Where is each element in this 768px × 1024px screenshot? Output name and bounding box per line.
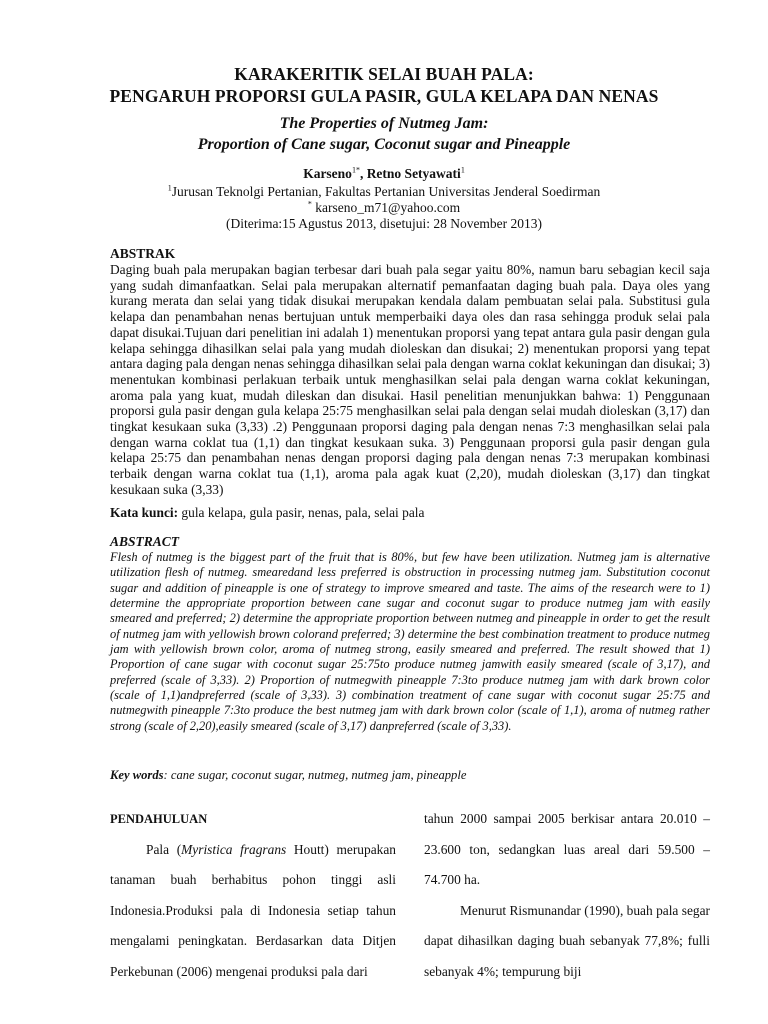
authors: [60, 166, 708, 182]
kata-kunci: [110, 505, 710, 521]
author-1-marker: 1*: [351, 165, 360, 175]
left-column: [110, 804, 396, 988]
intro-p3-text: Menurut Rismunandar (1990), buah pala segar dapat dihasilkan daging buah sebanyak 77,8%; fulli sebanyak 4%; tempurung biji: [424, 902, 710, 979]
abstrak-body: Daging buah pala merupakan bagian terbesar dari buah pala segar yaitu 80%, namun baru sebagian kecil saja yang sudah dimanfaatkan. Selai pala merupakan alternatif pemanfaatan daging buah pala. Daya oles yang kurang merata dan selai yang tidak disukai merupakan kendala dalam pembuatan selai pala. Substitusi gula kelapa dan penambahan nenas bertujuan untuk memperbaiki daya oles dan rasa sehingga produk selai pala dapat disukai.Tujuan dari penelitian ini adalah 1) menentukan proporsi yang tepat antara gula pasir dengan gula kelapa sehingga dihasilkan selai pala yang mudah dioleskan dan disukai; 2) menentukan proporsi yang tepat antara daging pala dengan nenas sehingga dihasilkan selai pala dengan warna coklat kekuningan dan disukai; 3) menentukan kombinasi perlakuan terbaik untuk menghasilkan selai pala dengan warna coklat kekuningan, aroma pala yang kuat, mudah dileskan dan disukai. Hasil penelitian menunjukkan bahwa: 1) Penggunaan proporsi gula pasir dengan gula kelapa 25:75 menghasilkan selai pala dengan selai mudah dioleskan (3,17) dan tingkat kesukaan suka (3,33) .2) Penggunaan proporsi daging pala dengan nenas 7:3 menghasilkan selai pala dengan warna coklat tua (1,1) dan tingkat kesukaan suka. 3) Penggunaan proporsi gula pasir dengan gula kelapa 25:75 dan penambahan nenas dengan proporsi daging pala dengan nenas 7:3 merupakan kombinasi terbaik dengan warna coklat tua (1,1), aroma pala agak kuat (2,20), mudah dioleskan (3,17) dan tingkat kesukaan suka (3,33): [110, 262, 710, 497]
affiliation: [60, 184, 708, 200]
abstrak-heading: ABSTRAK: [110, 246, 176, 261]
abstract-body: Flesh of nutmeg is the biggest part of the fruit that is 80%, but few have been utilization. Nutmeg jam is alternative utilization flesh of nutmeg. smearedand less preferred is obstruction in processing nutmeg jam. Substitution coconut sugar and addition of pineapple is one of strategy to improve smeared and taste. The aims of the research were to 1) determine the appropriate proportion between cane sugar and coconut sugar to produce nutmeg jam with easily smeared and preferred; 2) determine the appropriate proportion between nutmeg and pineapple in order to get the result of nutmeg jam with yellowish brown colorand preferred; 3) determine the best combination treatment to produce nutmeg jam with yellowish brown color, aroma of nutmeg strong, easily smeared and preferred. The result showed that 1) Proportion of cane sugar with coconut sugar 25:75to produce nutmeg jamwith easily smeared (scale of 3,17), and preferred (scale of 3,33). 2) Proportion of nutmegwith pineapple 7:3to produce nutmeg jam with dark brown color (scale of 1,1)andpreferred (scale of 3,33). 3) combination treatment of cane sugar with coconut sugar 25:75 and nutmegwith pineapple 7:3to produce the best nutmeg jam with dark brown color (scale of 1,1), aroma of nutmeg rather strong (scale of 2,20),easily smeared (scale of 3,17) danpreferred (scale of 3,33).: [110, 550, 710, 733]
corresponding-email: [60, 200, 708, 216]
author-1-name: Karseno: [303, 166, 352, 181]
key-words-text: : cane sugar, coconut sugar, nutmeg, nutmeg jam, pineapple: [163, 768, 467, 782]
email-marker: *: [307, 199, 312, 209]
title-id-line-2: PENGARUH PROPORSI GULA PASIR, GULA KELAPA DAN NENAS: [109, 86, 659, 106]
title-en-line-2: Proportion of Cane sugar, Coconut sugar and Pineapple: [197, 136, 571, 153]
title-en-line-1: The Properties of Nutmeg Jam:: [279, 115, 489, 132]
intro-p1-start: Pala (: [146, 841, 182, 857]
email-text: karseno_m71@yahoo.com: [311, 200, 461, 215]
author-separator: ,: [359, 166, 367, 181]
species-name: Myristica fragrans: [181, 841, 287, 857]
author-2-name: Retno Setyawati: [366, 166, 461, 181]
kata-kunci-label: Kata kunci:: [110, 505, 179, 520]
intro-heading: PENDAHULUAN: [110, 812, 208, 826]
intro-p1-rest: Houtt) merupakan tanaman buah berhabitus pohon tinggi asli Indonesia.Produksi pala di Indonesia setiap tahun mengalami peningkatan. Berdasarkan data Ditjen Perkebunan (2006) mengenai produksi pala dari: [110, 841, 396, 979]
title-id-line-1: KARAKERITIK SELAI BUAH PALA:: [234, 64, 534, 84]
kata-kunci-text: gula kelapa, gula pasir, nenas, pala, selai pala: [178, 505, 425, 520]
intro-paragraph-3: [424, 896, 710, 988]
intro-paragraph-1: [110, 835, 396, 988]
key-words-label: Key words: [110, 768, 164, 782]
intro-paragraph-2: tahun 2000 sampai 2005 berkisar antara 20.010 – 23.600 ton, sedangkan luas areal dari 59.500 – 74.700 ha.: [424, 811, 710, 888]
submission-dates: (Diterima:15 Agustus 2013, disetujui: 28 November 2013): [225, 216, 543, 231]
key-words: [110, 767, 710, 783]
author-2-marker: 1: [460, 165, 465, 175]
right-column: [424, 804, 710, 988]
affiliation-text: Jurusan Teknolgi Pertanian, Fakultas Pertanian Universitas Jenderal Soedirman: [171, 184, 601, 199]
abstract-heading: ABSTRACT: [110, 534, 180, 549]
affiliation-marker: 1: [167, 183, 172, 193]
